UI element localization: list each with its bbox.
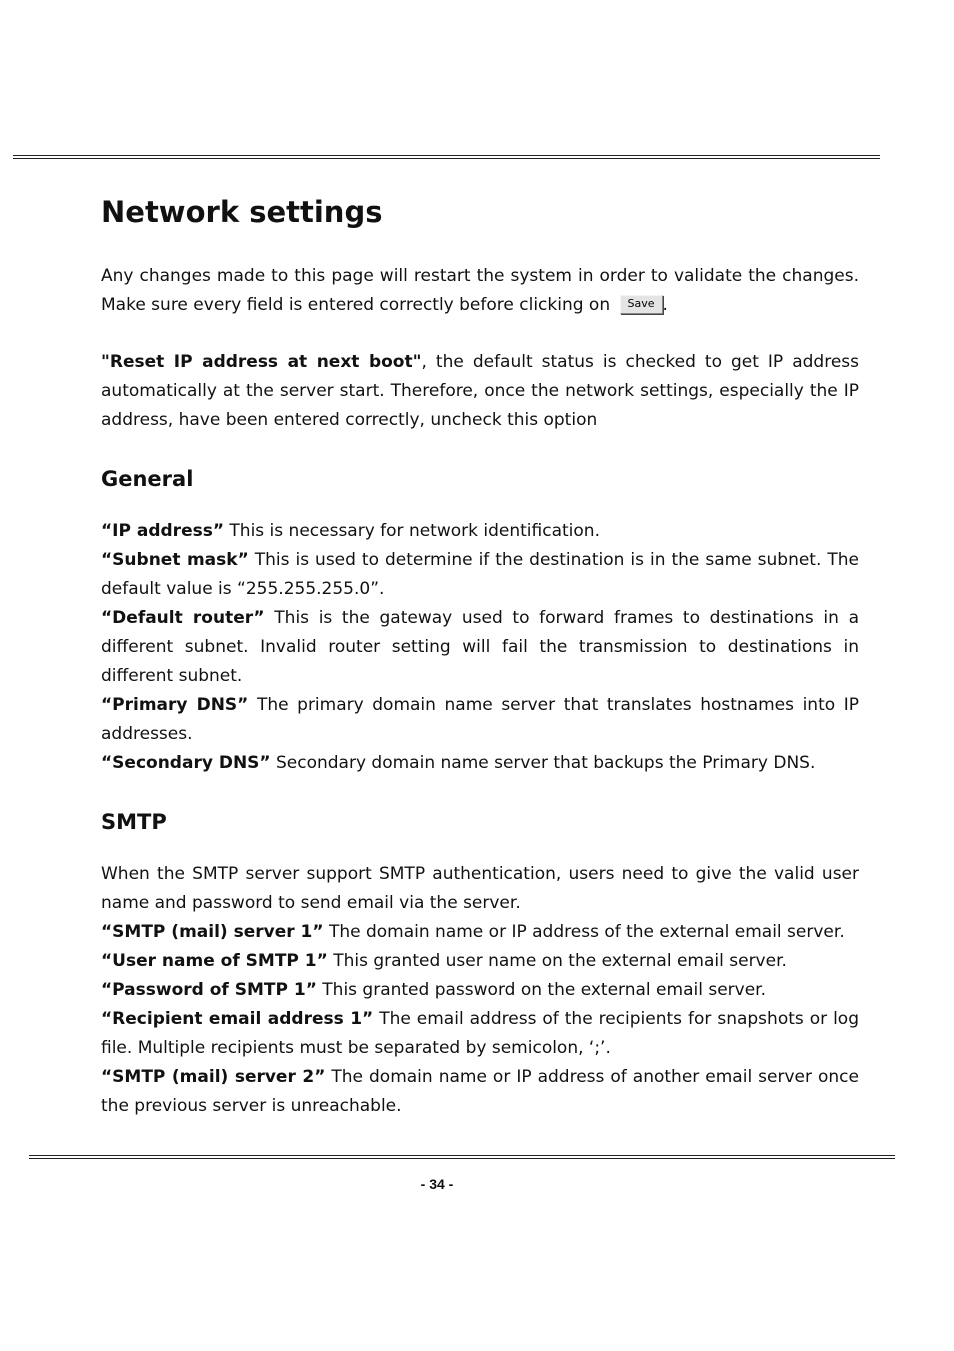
general-item-label: “IP address”: [101, 521, 225, 541]
save-button[interactable]: Save: [620, 295, 663, 314]
general-item-subnet-mask: [101, 546, 859, 604]
smtp-item-recipient-1: [101, 1005, 859, 1063]
smtp-item-server-1: [101, 918, 859, 947]
general-item-text: This is the gateway used to forward frames to destinations in a different subnet. Invalid router setting will fail the transmission to destinations in different subnet.: [101, 608, 860, 686]
general-item-text: The primary domain name server that translates hostnames into IP addresses.: [101, 695, 859, 744]
smtp-item-label: “SMTP (mail) server 1”: [101, 922, 324, 942]
intro-paragraph: [101, 262, 859, 320]
general-item-label: “Subnet mask”: [101, 550, 249, 570]
smtp-item-label: “SMTP (mail) server 2”: [101, 1067, 326, 1087]
smtp-item-label: “User name of SMTP 1”: [101, 951, 328, 971]
general-item-primary-dns: [101, 691, 859, 749]
general-item-label: “Default router”: [101, 608, 265, 628]
general-item-secondary-dns: [101, 749, 859, 778]
smtp-item-text: The domain name or IP address of the external email server.: [323, 922, 845, 942]
smtp-item-label: “Recipient email address 1”: [101, 1009, 374, 1029]
smtp-heading: SMTP: [101, 810, 167, 834]
general-item-text: This is used to determine if the destination is in the same subnet. The default value is “255.255.255.0”.: [101, 550, 859, 599]
general-item-label: “Primary DNS”: [101, 695, 249, 715]
smtp-item-server-2: [101, 1063, 859, 1121]
intro-line-2-end: .: [662, 295, 668, 315]
header-rule: [13, 155, 880, 159]
smtp-item-text: This granted password on the external email server.: [316, 980, 767, 1000]
general-item-ip-address: [101, 517, 859, 546]
smtp-intro: When the SMTP server support SMTP authentication, users need to give the valid user name and password to send email via the server.: [101, 864, 859, 913]
smtp-item-text: This granted user name on the external email server.: [327, 951, 787, 971]
page-title: Network settings: [101, 195, 383, 229]
intro-line-2: Make sure every field is entered correctly before clicking on: [101, 295, 611, 315]
smtp-item-user-name-1: [101, 947, 859, 976]
smtp-item-text: The domain name or IP address of another email server once the previous server is unreachable.: [101, 1067, 859, 1116]
general-item-text: This is necessary for network identification.: [224, 521, 600, 541]
general-item-default-router: [101, 604, 859, 691]
page-number: - 34 -: [420, 1176, 454, 1192]
smtp-item-text: The email address of the recipients for snapshots or log file. Multiple recipients must be separated by semicolon, ‘;’.: [101, 1009, 859, 1058]
reset-ip-text: , the default status is checked to get IP address automatically at the server start. Therefore, once the network settings, especially the IP address, have been entered correctly, uncheck this option: [101, 352, 859, 430]
footer-rule: [29, 1155, 895, 1159]
general-heading: General: [101, 467, 194, 491]
reset-ip-paragraph: [101, 348, 859, 435]
smtp-item-password-1: [101, 976, 859, 1005]
general-item-text: Secondary domain name server that backups the Primary DNS.: [270, 753, 816, 773]
intro-line-1: Any changes made to this page will restart the system in order to validate the changes.: [101, 266, 859, 286]
page-content: [101, 190, 859, 1121]
general-item-label: “Secondary DNS”: [101, 753, 271, 773]
smtp-item-label: “Password of SMTP 1”: [101, 980, 317, 1000]
reset-ip-label: "Reset IP address at next boot": [101, 352, 422, 372]
